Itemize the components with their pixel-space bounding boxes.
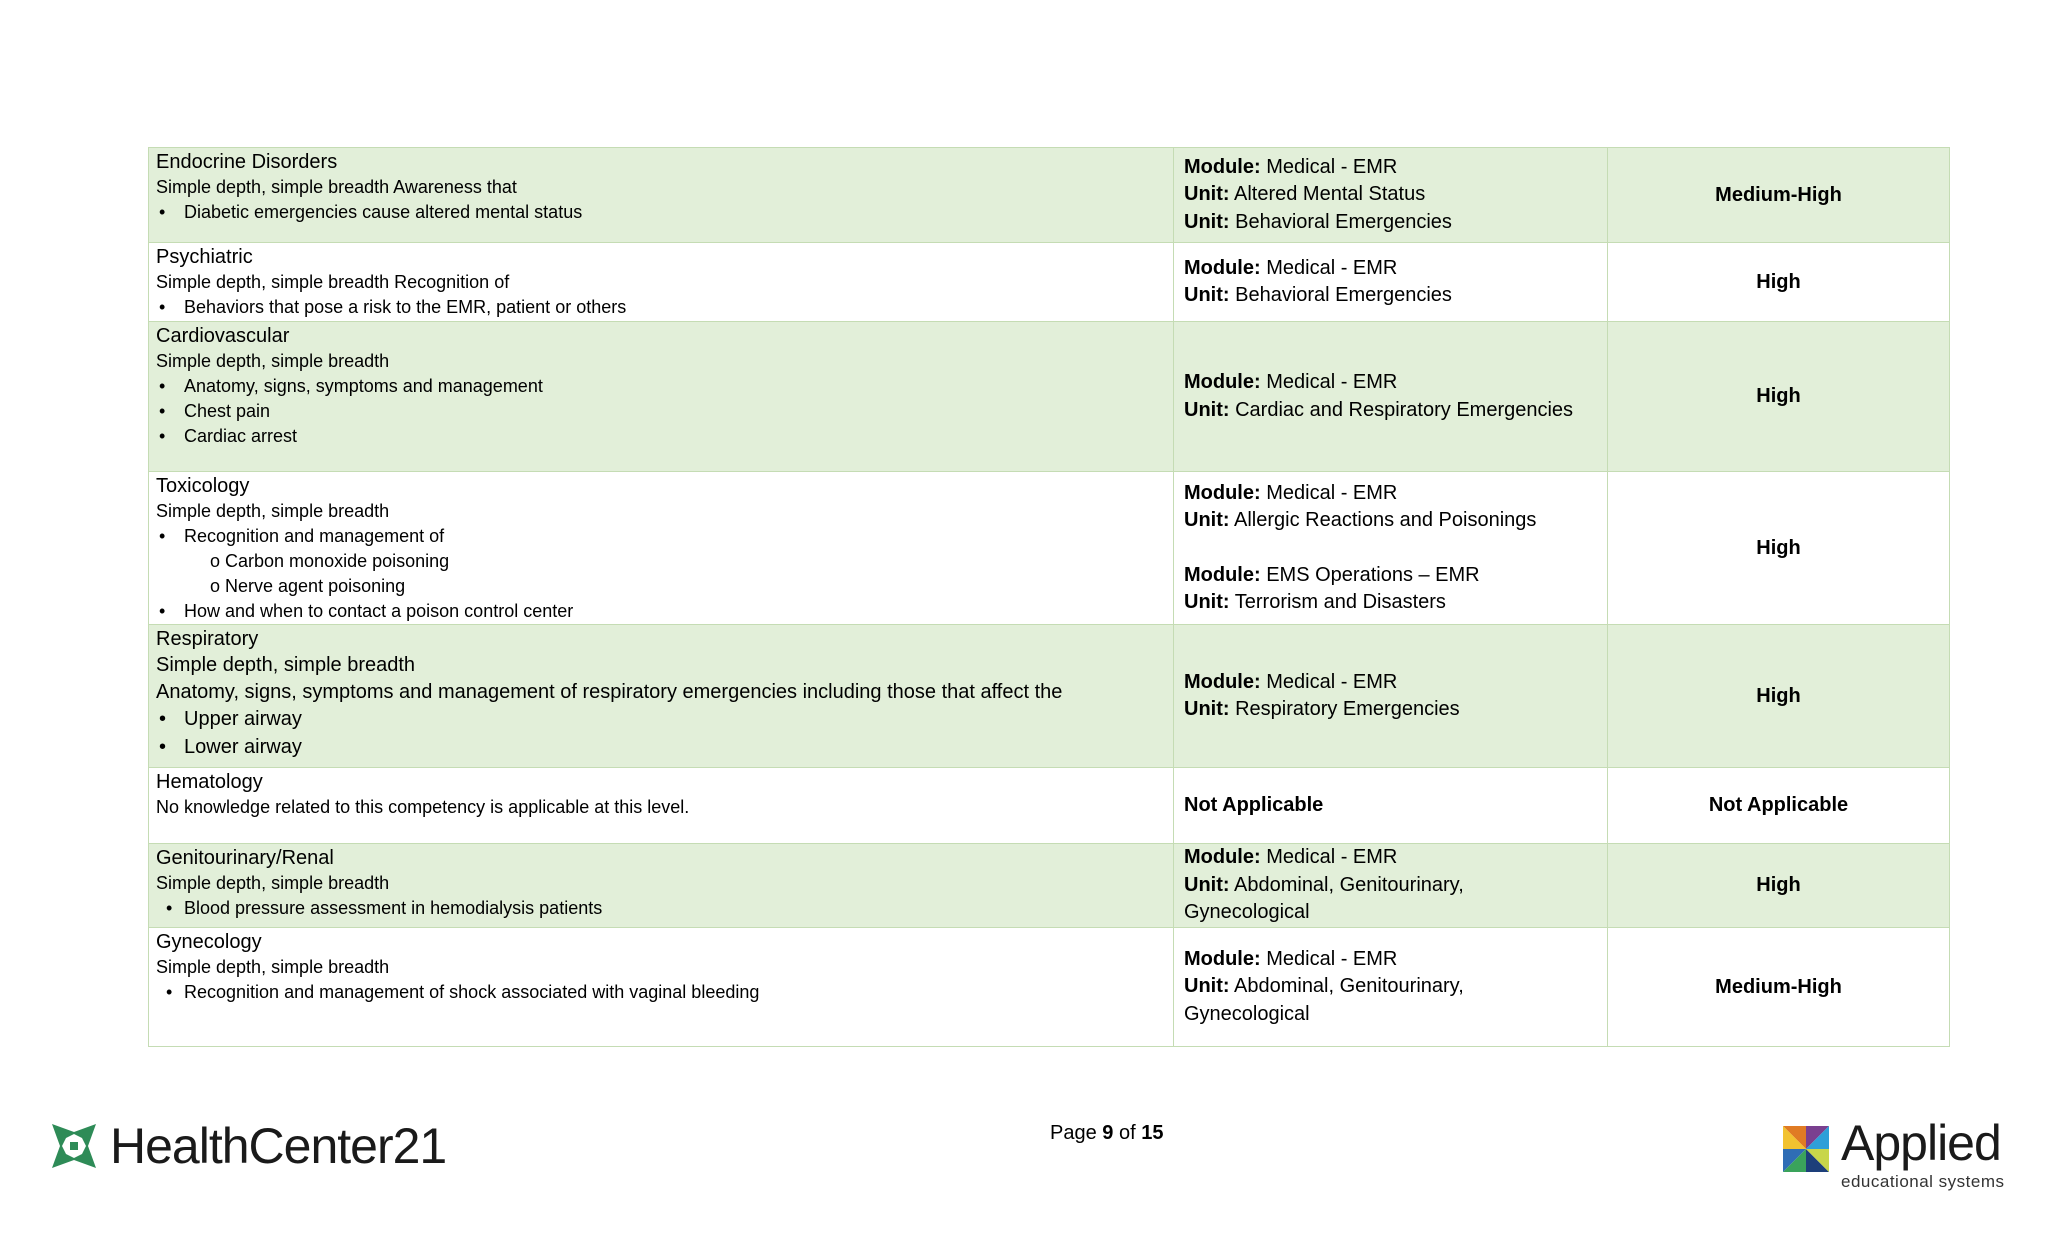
bullet-item: • Diabetic emergencies cause altered mental status (156, 200, 1166, 225)
mapping-cell (1174, 928, 1608, 1047)
applied-mark-icon (1783, 1126, 1829, 1172)
mapping-cell (1174, 243, 1608, 322)
mapping-cell (1174, 768, 1608, 844)
table-row (149, 148, 1950, 243)
bullet-item: • Cardiac arrest (156, 424, 1166, 449)
competency-cell (149, 768, 1174, 844)
applied-subtitle: educational systems (1841, 1172, 2005, 1191)
healthcenter21-mark-icon (52, 1124, 96, 1168)
competency-table (148, 147, 1950, 1047)
topic-depth: Simple depth, simple breadth (156, 654, 416, 676)
topic-title: Respiratory (156, 628, 259, 650)
mapping-cell (1174, 472, 1608, 625)
topic-depth: Simple depth, simple breadth Recognition of (156, 272, 510, 292)
topic-title: Endocrine Disorders (156, 151, 338, 173)
competency-cell (149, 472, 1174, 625)
mapping-cell (1174, 322, 1608, 472)
level-cell: Not Applicable (1608, 768, 1950, 844)
competency-cell (149, 844, 1174, 928)
bullet-item: • Lower airway (156, 734, 1166, 762)
mapping-line: Unit: Allergic Reactions and Poisonings (1184, 509, 1537, 531)
table-row (149, 928, 1950, 1047)
bullet-item: • Anatomy, signs, symptoms and management (156, 374, 1166, 399)
mapping-line: Gynecological (1184, 901, 1310, 924)
table-row (149, 625, 1950, 768)
mapping-line: Unit: Cardiac and Respiratory Emergencies (1184, 398, 1574, 421)
level-cell: High (1608, 472, 1950, 625)
topic-title: Gynecology (156, 931, 262, 953)
mapping-line: Module: Medical - EMR (1184, 947, 1398, 970)
topic-title: Hematology (156, 771, 263, 793)
topic-depth: Simple depth, simple breadth (156, 501, 390, 521)
level-cell: Medium-High (1608, 928, 1950, 1047)
topic-title: Toxicology (156, 475, 250, 497)
table-row (149, 322, 1950, 472)
applied-logo (1783, 1115, 2005, 1200)
bullet-item: • Blood pressure assessment in hemodialysis patients (156, 896, 1166, 921)
mapping-cell (1174, 625, 1608, 768)
mapping-line: Module: Medical - EMR (1184, 481, 1398, 504)
sub-bullet-item: o Carbon monoxide poisoning (210, 551, 450, 571)
table-row (149, 768, 1950, 844)
topic-depth: No knowledge related to this competency is applicable at this level. (156, 797, 690, 817)
level-cell: High (1608, 243, 1950, 322)
competency-cell (149, 928, 1174, 1047)
mapping-line: Module: Medical - EMR (1184, 670, 1398, 693)
bullet-item: • Recognition and management of shock associated with vaginal bleeding (156, 980, 1166, 1005)
topic-depth: Simple depth, simple breadth (156, 873, 390, 893)
healthcenter21-wordmark: HealthCenter21 (110, 1118, 447, 1174)
bullet-item: • How and when to contact a poison control center (156, 599, 1166, 624)
level-cell: High (1608, 844, 1950, 928)
level-cell: High (1608, 625, 1950, 768)
mapping-line: Module: EMS Operations – EMR (1184, 563, 1480, 586)
mapping-line: Unit: Behavioral Emergencies (1184, 210, 1452, 233)
bullet-item: • Behaviors that pose a risk to the EMR, patient or others (156, 295, 1166, 320)
competency-cell (149, 322, 1174, 472)
mapping-line: Module: Medical - EMR (1184, 256, 1398, 279)
level-cell: Medium-High (1608, 148, 1950, 243)
mapping-line: Unit: Behavioral Emergencies (1184, 284, 1452, 306)
mapping-line: Unit: Altered Mental Status (1184, 183, 1426, 206)
topic-title: Psychiatric (156, 246, 253, 268)
topic-description: Anatomy, signs, symptoms and management of respiratory emergencies including those that affect the (156, 681, 1063, 703)
bullet-item: • Chest pain (156, 399, 1166, 424)
page-number: Page 9 of 15 (1050, 1122, 1164, 1144)
table-row (149, 472, 1950, 625)
mapping-line: Unit: Abdominal, Genitourinary, (1184, 873, 1464, 896)
healthcenter21-logo (52, 1118, 446, 1174)
mapping-cell (1174, 844, 1608, 928)
level-cell: High (1608, 322, 1950, 472)
topic-depth: Simple depth, simple breadth (156, 957, 390, 977)
topic-depth: Simple depth, simple breadth Awareness that (156, 177, 517, 197)
topic-title: Cardiovascular (156, 325, 290, 347)
competency-cell (149, 148, 1174, 243)
mapping-line: Gynecological (1184, 1002, 1310, 1025)
table-row (149, 243, 1950, 322)
mapping-line: Module: Medical - EMR (1184, 371, 1398, 393)
mapping-line: Not Applicable (1184, 793, 1324, 816)
mapping-line: Unit: Respiratory Emergencies (1184, 698, 1460, 720)
sub-bullet-item: o Nerve agent poisoning (210, 576, 406, 596)
mapping-cell (1174, 148, 1608, 243)
mapping-line: Module: Medical - EMR (1184, 155, 1398, 178)
applied-wordmark: Applied (1841, 1115, 2001, 1171)
bullet-item: • Recognition and management of (156, 524, 1166, 549)
topic-title: Genitourinary/Renal (156, 847, 334, 869)
mapping-line: Unit: Terrorism and Disasters (1184, 591, 1446, 613)
mapping-line: Module: Medical - EMR (1184, 846, 1398, 869)
competency-cell (149, 243, 1174, 322)
topic-depth: Simple depth, simple breadth (156, 351, 390, 371)
table-row (149, 844, 1950, 928)
competency-cell (149, 625, 1174, 768)
bullet-item: • Upper airway (156, 706, 1166, 734)
mapping-line: Unit: Abdominal, Genitourinary, (1184, 975, 1464, 998)
